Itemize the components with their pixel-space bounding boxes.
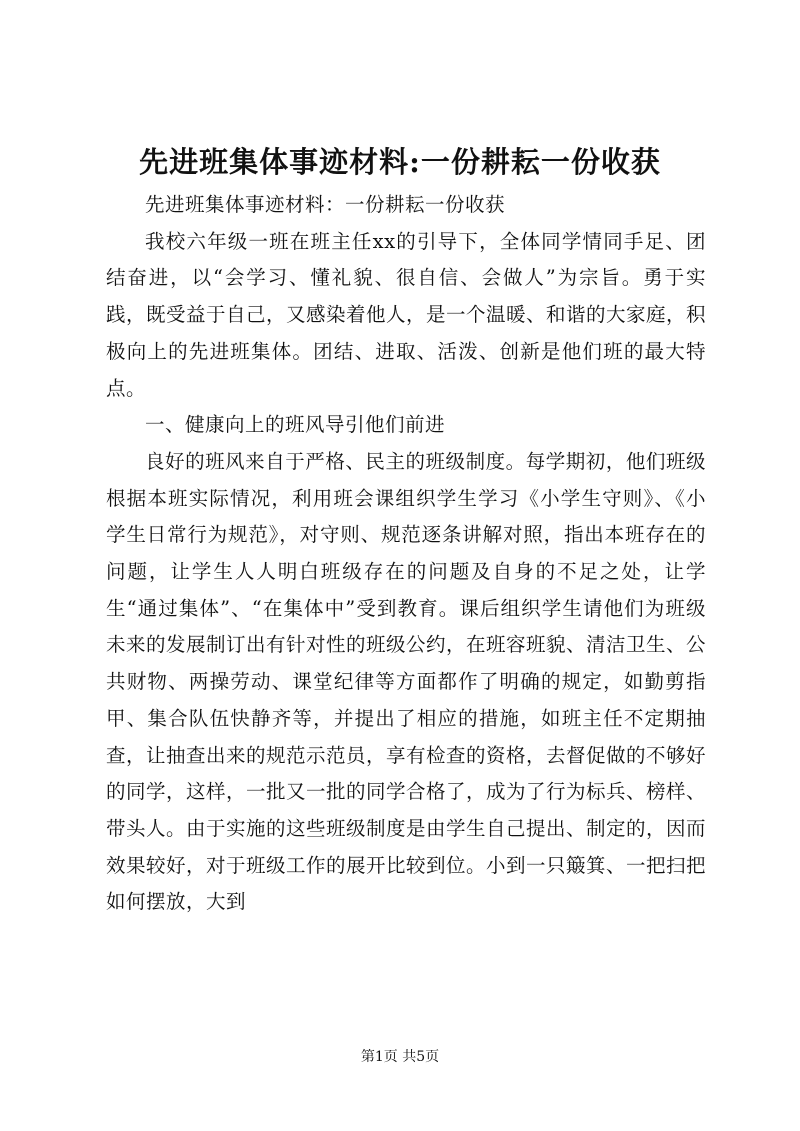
subtitle-paragraph: 先进班集体事迹材料：一份耕耘一份收获 xyxy=(145,193,506,216)
intro-paragraph: 我校六年级一班在班主任xx的引导下，全体同学情同手足、团结奋进，以“会学习、懂礼貌、很自信、会做人”为宗旨。勇于实践，既受益于自己，又感染着他人，是一个温暖、和谐的大家庭，积极向上的先进班集体。团结、进取、活泼、创新是他们班的最大特点。 xyxy=(106,229,707,400)
page-number-footer: 第1页 共5页 xyxy=(360,1049,440,1065)
body-paragraph: 良好的班风来自于严格、民主的班级制度。每学期初，他们班级根据本班实际情况，利用班会课组织学生学习《小学生守则》、《小学生日常行为规范》，对守则、规范逐条讲解对照，指出本班存在的问题，让学生人人明白班级存在的问题及自身的不足之处，让学生“通过集体”、“在集体中”受到教育。课后组织学生请他们为班级未来的发展制订出有针对性的班级公约，在班容班貌、清洁卫生、公共财物、两操劳动、课堂纪律等方面都作了明确的规定，如勤剪指甲、集合队伍快静齐等，并提出了相应的措施，如班主任不定期抽查，让抽查出来的规范示范员，享有检查的资格，去督促做的不够好的同学，这样，一批又一批的同学合格了，成为了行为标兵、榜样、带头人。由于实施的这些班级制度是由学生自己提出、制定的，因而效果较好，对于班级工作的展开比较到位。小到一只簸箕、一把扫把如何摆放，大到 xyxy=(106,449,707,914)
document-title: 先进班集体事迹材料:一份耕耘一份收获 xyxy=(139,145,661,179)
section-heading: 一、健康向上的班风导引他们前进 xyxy=(145,413,446,437)
document-body xyxy=(106,187,706,921)
